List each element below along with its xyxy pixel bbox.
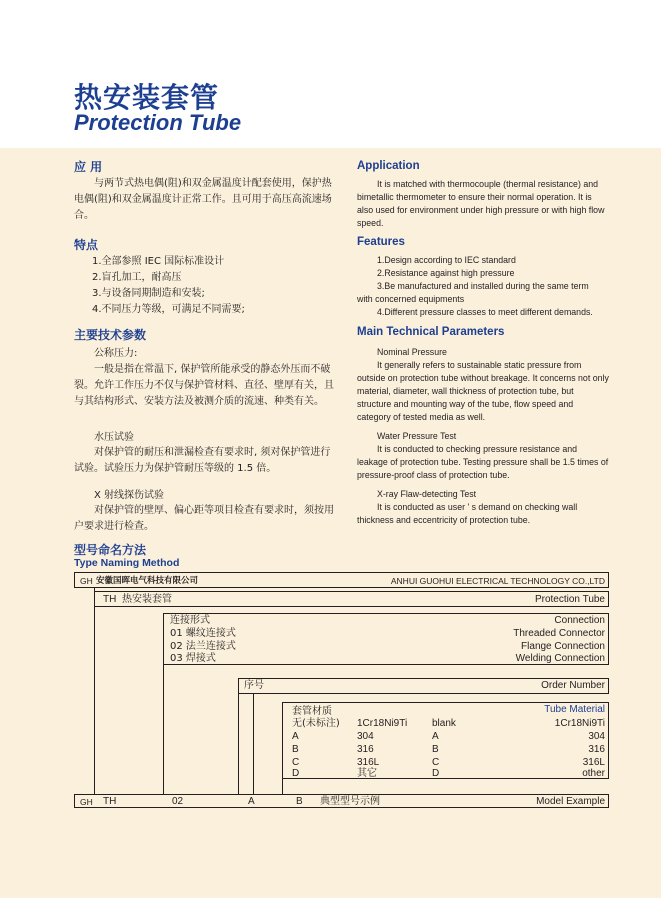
application-heading-zh: 应 用	[74, 160, 103, 174]
box-line	[74, 794, 75, 808]
params-heading-en: Main Technical Parameters	[357, 326, 505, 338]
page-title-zh: 热安装套管	[74, 81, 220, 114]
feature-item: 4.Different pressure classes to meet different demands.	[377, 307, 593, 317]
material-grade-en: 304	[588, 731, 605, 742]
box-line	[238, 678, 608, 679]
example-label-zh: 典型型号示例	[320, 796, 380, 807]
connection-option-en: Threaded Connector	[513, 628, 605, 639]
feature-item: 2.Resistance against high pressure	[377, 268, 515, 278]
application-text-en: It is matched with thermocouple (thermal resistance) and bimetallic thermometer to ensure their normal operation. It is also used for environment under high pressure or with high flow speed.	[357, 179, 605, 228]
naming-heading-zh: 型号命名方法	[74, 543, 147, 557]
material-grade-en: 316	[588, 744, 605, 755]
feature-item: 4.不同压力等级，可满足不同需要;	[92, 304, 245, 315]
connector-line	[163, 613, 164, 794]
box-line	[74, 572, 608, 573]
material-code-en: D	[432, 768, 440, 779]
connection-option-zh: 01 螺纹连接式	[170, 628, 236, 639]
box-line	[608, 613, 609, 665]
features-heading-zh: 特点	[74, 238, 99, 252]
connection-option-en: Welding Connection	[515, 653, 605, 664]
box-line	[74, 572, 75, 588]
nominal-title-en: Nominal Pressure	[377, 347, 447, 357]
connection-option-zh: 03 焊接式	[170, 653, 216, 664]
material-code: B	[292, 744, 299, 755]
order-label-zh: 序号	[244, 680, 264, 691]
connection-label-zh: 连接形式	[170, 615, 210, 626]
material-label-en: Tube Material	[544, 704, 605, 715]
material-grade: 304	[357, 731, 374, 742]
box-line	[282, 778, 608, 779]
example-gh: GH	[80, 797, 93, 807]
connection-option-en: Flange Connection	[521, 641, 605, 652]
features-heading-en: Features	[357, 236, 405, 248]
feature-item: 1.Design according to IEC standard	[377, 255, 516, 265]
example-material: B	[296, 796, 303, 807]
material-code-en: C	[432, 757, 440, 768]
feature-item: 2.盲孔加工，耐高压	[92, 272, 182, 283]
feature-item: 1.全部参照 IEC 国际标准设计	[92, 256, 225, 267]
nominal-text-en: It generally refers to sustainable static pressure from outside on protection tube without breakage. It concerns not only material, diameter, wall thickness of protection tube, but structure and mounting way of the tube, flow speed and category of tested media as well.	[357, 360, 609, 422]
box-line	[94, 606, 608, 607]
xray-text-zh: 对保护管的壁厚、偏心距等项目检查有要求时，须按用户要求进行检查。	[74, 505, 334, 532]
box-line	[74, 794, 608, 795]
box-line	[608, 572, 609, 588]
product-name-zh: 热安装套管	[122, 594, 172, 605]
connection-option-zh: 02 法兰连接式	[170, 641, 236, 652]
water-text-zh: 对保护管的耐压和泄漏检查有要求时, 须对保护管进行试验。试验压力为保护管耐压等级的 1.5 倍。	[74, 447, 331, 474]
example-order: A	[248, 796, 255, 807]
page-title-en: Protection Tube	[74, 110, 242, 135]
feature-item: 3.与设备同期制造和安装;	[92, 288, 205, 299]
connection-label-en: Connection	[554, 615, 605, 626]
box-line	[608, 702, 609, 779]
material-code: A	[292, 731, 299, 742]
feature-item: with concerned equipments	[357, 294, 465, 304]
material-label-zh: 套管材质	[292, 706, 332, 717]
box-line	[608, 591, 609, 607]
box-line	[163, 613, 608, 614]
connector-line	[253, 693, 254, 794]
box-line	[282, 702, 608, 703]
material-grade: 316L	[357, 757, 380, 768]
xray-title-en: X-ray Flaw-detecting Test	[377, 489, 477, 499]
box-line	[608, 678, 609, 694]
params-heading-zh: 主要技术参数	[74, 328, 147, 342]
material-grade: 316	[357, 744, 374, 755]
order-label-en: Order Number	[541, 680, 605, 691]
material-code-en: B	[432, 744, 439, 755]
water-text-en: It is conducted to checking pressure resistance and leakage of protection tube. Testing pressure shall be 1.5 times of pressure-proof class of protection tube.	[357, 444, 609, 480]
material-grade-en: 316L	[582, 757, 605, 768]
material-code-en: A	[432, 731, 439, 742]
material-grade-en: other	[582, 768, 605, 779]
connector-line	[282, 702, 283, 794]
connector-line	[94, 588, 95, 794]
material-code-en: blank	[432, 718, 456, 729]
company-code: GH	[80, 576, 93, 586]
box-line	[94, 591, 608, 592]
connector-line	[238, 678, 239, 794]
box-line	[74, 587, 608, 588]
material-code: C	[292, 757, 300, 768]
application-text-zh: 与两节式热电偶(阻)和双金属温度计配套使用，保护热电偶(阻)和双金属温度计正常工作。且可用于高压高流速场合。	[74, 178, 332, 221]
material-code: 无(未标注)	[292, 718, 340, 729]
xray-title-zh: X 射线探伤试验	[94, 490, 165, 501]
xray-text-en: It is conducted as user ' s demand on checking wall thickness and eccentricity of protection tube.	[357, 502, 578, 525]
naming-heading-en: Type Naming Method	[74, 557, 180, 569]
feature-item: 3.Be manufactured and installed during the same term	[377, 281, 589, 291]
example-th: TH	[103, 796, 117, 807]
material-grade-en: 1Cr18Ni9Ti	[554, 718, 605, 729]
company-name-zh: 安徽国晖电气科技有限公司	[96, 576, 199, 586]
water-title-zh: 水压试验	[94, 432, 134, 443]
example-connection: 02	[172, 796, 184, 807]
box-line	[238, 693, 608, 694]
material-code: D	[292, 768, 300, 779]
product-name-en: Protection Tube	[534, 594, 605, 605]
box-line	[608, 794, 609, 808]
example-label-en: Model Example	[536, 796, 605, 807]
material-grade: 1Cr18Ni9Ti	[357, 718, 408, 729]
application-heading-en: Application	[357, 160, 420, 172]
nominal-title-zh: 公称压力:	[94, 348, 138, 359]
nominal-text-zh: 一般是指在常温下, 保护管所能承受的静态外压而不破裂。允许工作压力不仅与保护管材料、直径、壁厚有关，且与其结构形式、安装方法及被测介质的流速、种类有关。	[74, 364, 334, 407]
water-title-en: Water Pressure Test	[377, 431, 457, 441]
company-name-en: ANHUI GUOHUI ELECTRICAL TECHNOLOGY CO.,LTD	[390, 576, 605, 586]
product-code: TH	[103, 594, 117, 605]
material-grade: 其它	[357, 768, 377, 779]
